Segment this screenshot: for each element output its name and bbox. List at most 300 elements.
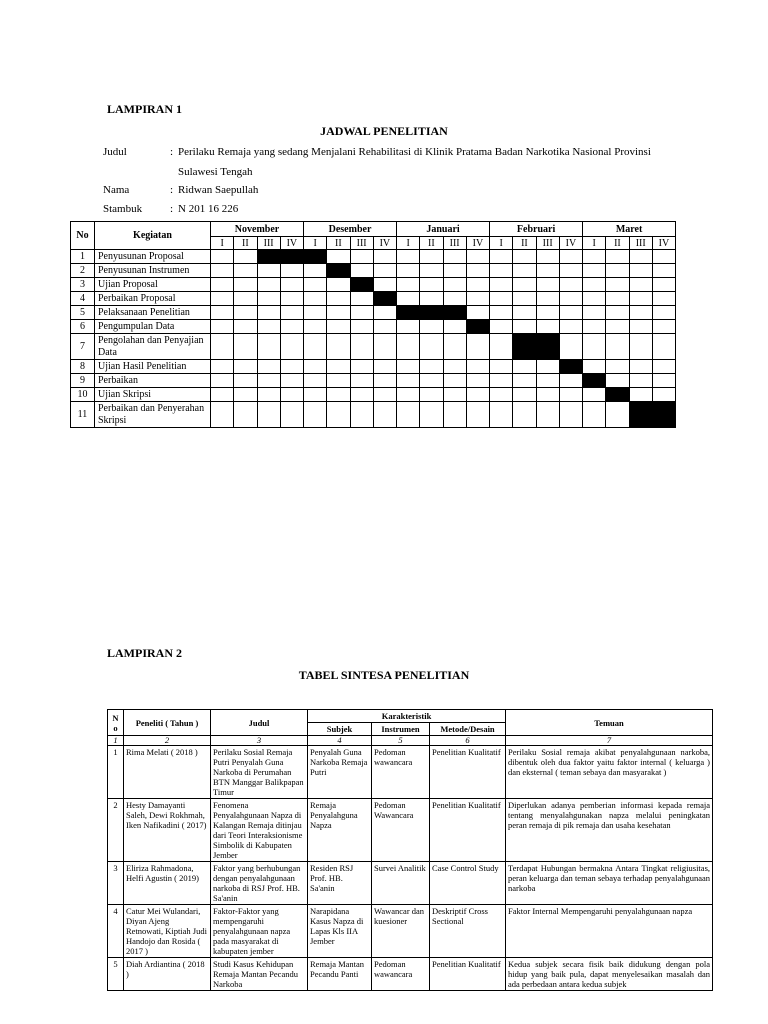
col-peneliti-header: Peneliti ( Tahun ) [124, 710, 211, 736]
table-row [71, 360, 676, 374]
activity-name: Pengumpulan Data [95, 320, 211, 334]
week-header: IV [280, 237, 303, 250]
finding-cell: Diperlukan adanya pemberian informasi kepada remaja tentang menyalahgunakan napza melalui peningkatan peran remaja di pik remaja dan usaha kesehatan [506, 799, 713, 862]
schedule-cell-filled [652, 402, 675, 428]
week-header: III [629, 237, 652, 250]
method-cell: Penelitian Kualitatif [430, 958, 506, 991]
researcher-cell: Rima Melati ( 2018 ) [124, 746, 211, 799]
schedule-cell [652, 292, 675, 306]
synthesis-table [107, 709, 713, 991]
schedule-cell [443, 334, 466, 360]
week-header: IV [373, 237, 396, 250]
schedule-body [71, 250, 676, 428]
schedule-cell [490, 334, 513, 360]
info-label: Nama [103, 184, 130, 196]
row-number: 2 [71, 264, 95, 278]
research-info [103, 142, 703, 222]
schedule-cell [443, 402, 466, 428]
week-header: I [583, 237, 606, 250]
row-number: 4 [71, 292, 95, 306]
table-row [71, 250, 676, 264]
schedule-cell [257, 306, 280, 320]
schedule-cell [280, 402, 303, 428]
schedule-cell [536, 264, 559, 278]
schedule-cell [606, 334, 629, 360]
schedule-cell [490, 320, 513, 334]
schedule-cell [443, 360, 466, 374]
schedule-cell-filled [443, 306, 466, 320]
schedule-cell [234, 292, 257, 306]
schedule-cell [304, 402, 327, 428]
schedule-cell [350, 334, 373, 360]
schedule-cell [350, 250, 373, 264]
info-nama [103, 180, 703, 200]
schedule-cell [304, 278, 327, 292]
column-number: 7 [506, 736, 713, 746]
schedule-cell [234, 250, 257, 264]
subject-cell: Narapidana Kasus Napza di Lapas Kls IIA Jember [308, 905, 372, 958]
researcher-cell: Hesty Damayanti Saleh, Dewi Rokhmah, Iken Nafikadini ( 2017) [124, 799, 211, 862]
researcher-cell: Diah Ardiantina ( 2018 ) [124, 958, 211, 991]
schedule-cell [397, 292, 420, 306]
schedule-cell [350, 306, 373, 320]
schedule-cell [466, 264, 489, 278]
table-row [71, 374, 676, 388]
schedule-cell [327, 306, 350, 320]
schedule-cell [211, 320, 234, 334]
synthesis-body [108, 736, 713, 991]
column-number: 2 [124, 736, 211, 746]
row-number: 7 [71, 334, 95, 360]
info-label: Judul [103, 146, 127, 158]
schedule-cell [327, 292, 350, 306]
schedule-cell [559, 264, 582, 278]
col-karakteristik-header: Karakteristik [308, 710, 506, 723]
schedule-cell [490, 278, 513, 292]
schedule-cell [466, 292, 489, 306]
schedule-cell [257, 278, 280, 292]
schedule-cell [513, 306, 536, 320]
schedule-cell [490, 292, 513, 306]
info-stambuk [103, 199, 703, 219]
table-row [71, 334, 676, 360]
info-value: N 201 16 226 [178, 203, 239, 215]
schedule-cell-filled [304, 250, 327, 264]
schedule-cell [466, 402, 489, 428]
schedule-cell [211, 374, 234, 388]
schedule-cell [397, 334, 420, 360]
lampiran1-title: JADWAL PENELITIAN [320, 124, 448, 138]
table-row [108, 799, 713, 862]
schedule-cell [536, 374, 559, 388]
week-header: II [606, 237, 629, 250]
activity-name: Ujian Proposal [95, 278, 211, 292]
schedule-cell [536, 388, 559, 402]
schedule-cell [211, 388, 234, 402]
schedule-cell [513, 360, 536, 374]
schedule-cell [652, 320, 675, 334]
schedule-cell [559, 250, 582, 264]
schedule-cell [583, 264, 606, 278]
schedule-cell-filled [327, 264, 350, 278]
schedule-cell [513, 264, 536, 278]
schedule-cell [211, 278, 234, 292]
table-row [71, 388, 676, 402]
schedule-cell [559, 388, 582, 402]
schedule-cell [652, 334, 675, 360]
schedule-cell [257, 360, 280, 374]
week-header: IV [559, 237, 582, 250]
title-cell: Faktor-Faktor yang mempengaruhi penyalahgunaan napza pada masyarakat di kabupaten jember [211, 905, 308, 958]
schedule-cell [583, 250, 606, 264]
schedule-cell-filled [280, 250, 303, 264]
schedule-cell [583, 278, 606, 292]
schedule-cell [652, 306, 675, 320]
info-judul [103, 142, 703, 182]
schedule-cell [397, 278, 420, 292]
method-cell: Case Control Study [430, 862, 506, 905]
schedule-cell [327, 250, 350, 264]
schedule-cell [420, 374, 443, 388]
schedule-cell-filled [257, 250, 280, 264]
activity-name: Perbaikan [95, 374, 211, 388]
schedule-cell [490, 264, 513, 278]
schedule-cell [327, 388, 350, 402]
schedule-cell-filled [350, 278, 373, 292]
col-instrumen-header: Instrumen [372, 723, 430, 736]
lampiran2-title: TABEL SINTESA PENELITIAN [298, 668, 470, 682]
schedule-cell [304, 334, 327, 360]
week-header: III [257, 237, 280, 250]
month-header: Januari [397, 222, 490, 237]
schedule-cell [327, 278, 350, 292]
col-judul-header: Judul [211, 710, 308, 736]
schedule-cell [280, 374, 303, 388]
title-cell: Studi Kasus Kehidupan Remaja Mantan Pecandu Narkoba [211, 958, 308, 991]
schedule-cell [606, 360, 629, 374]
column-number-row [108, 736, 713, 746]
schedule-cell [420, 278, 443, 292]
schedule-cell [606, 306, 629, 320]
schedule-cell [397, 388, 420, 402]
table-row [71, 402, 676, 428]
schedule-cell [304, 374, 327, 388]
table-row [71, 292, 676, 306]
schedule-cell [490, 306, 513, 320]
schedule-cell [559, 374, 582, 388]
col-metode-header: Metode/Desain [430, 723, 506, 736]
schedule-cell [559, 306, 582, 320]
schedule-cell [234, 360, 257, 374]
schedule-cell [280, 278, 303, 292]
table-row [108, 905, 713, 958]
week-header: II [234, 237, 257, 250]
activity-name: Ujian Hasil Penelitian [95, 360, 211, 374]
schedule-cell [536, 250, 559, 264]
schedule-cell [652, 250, 675, 264]
schedule-cell [583, 402, 606, 428]
schedule-cell [536, 292, 559, 306]
month-header: November [211, 222, 304, 237]
instrument-cell: Pedoman wawancara [372, 958, 430, 991]
row-number: 6 [71, 320, 95, 334]
schedule-cell [513, 250, 536, 264]
activity-name: Perbaikan Proposal [95, 292, 211, 306]
schedule-cell [420, 292, 443, 306]
schedule-cell [629, 306, 652, 320]
col-no-header: N o [108, 710, 124, 736]
schedule-cell [327, 374, 350, 388]
column-number: 4 [308, 736, 372, 746]
schedule-cell [443, 250, 466, 264]
schedule-cell [466, 250, 489, 264]
schedule-cell [350, 264, 373, 278]
schedule-cell [257, 402, 280, 428]
schedule-cell [536, 320, 559, 334]
schedule-cell [350, 402, 373, 428]
schedule-cell [420, 334, 443, 360]
row-number: 1 [71, 250, 95, 264]
finding-cell: Terdapat Hubungan bermakna Antara Tingkat religiusitas, peran keluarga dan teman sebaya terhadap penyalahgunaan narkoba [506, 862, 713, 905]
column-number: 5 [372, 736, 430, 746]
schedule-cell [350, 320, 373, 334]
schedule-cell [536, 306, 559, 320]
schedule-cell [327, 320, 350, 334]
schedule-cell [443, 292, 466, 306]
schedule-cell-filled [583, 374, 606, 388]
schedule-cell [443, 278, 466, 292]
schedule-cell [559, 334, 582, 360]
schedule-cell [466, 306, 489, 320]
info-value: Ridwan Saepullah [178, 184, 259, 196]
schedule-cell [280, 264, 303, 278]
schedule-cell [420, 360, 443, 374]
info-sep: : [170, 203, 174, 215]
week-header: I [397, 237, 420, 250]
activity-name: Penyusunan Proposal [95, 250, 211, 264]
schedule-cell [280, 334, 303, 360]
schedule-cell [443, 388, 466, 402]
info-value: Perilaku Remaja yang sedang Menjalani Rehabilitasi di Klinik Pratama Badan Narkotika Nasional Provinsi Sulawesi Tengah [178, 146, 651, 178]
schedule-cell [211, 360, 234, 374]
subject-cell: Remaja Penyalahguna Napza [308, 799, 372, 862]
schedule-cell [583, 360, 606, 374]
table-row [71, 320, 676, 334]
row-number: 5 [108, 958, 124, 991]
schedule-cell [466, 360, 489, 374]
schedule-cell-filled [466, 320, 489, 334]
week-header: III [350, 237, 373, 250]
activity-name: Pelaksanaan Penelitian [95, 306, 211, 320]
schedule-cell [234, 264, 257, 278]
lampiran1-heading: LAMPIRAN 1 [107, 102, 182, 116]
week-header: II [420, 237, 443, 250]
schedule-cell [211, 402, 234, 428]
row-number: 2 [108, 799, 124, 862]
title-cell: Fenomena Penyalahgunaan Napza di Kalangan Remaja ditinjau dari Teori Interaksionisme Simbolik di Kabupaten Jember [211, 799, 308, 862]
schedule-cell [490, 250, 513, 264]
week-header: I [490, 237, 513, 250]
schedule-cell [583, 388, 606, 402]
schedule-cell [304, 360, 327, 374]
schedule-cell [350, 360, 373, 374]
schedule-cell [559, 292, 582, 306]
schedule-cell [652, 374, 675, 388]
month-header: Maret [583, 222, 676, 237]
schedule-cell [234, 278, 257, 292]
schedule-cell [304, 388, 327, 402]
schedule-cell [466, 334, 489, 360]
schedule-cell [606, 402, 629, 428]
table-row [71, 278, 676, 292]
schedule-cell [397, 264, 420, 278]
title-cell: Faktor yang berhubungan dengan penyalahgunaan narkoba di RSJ Prof. HB. Sa'anin [211, 862, 308, 905]
schedule-cell [583, 320, 606, 334]
schedule-cell [211, 306, 234, 320]
schedule-cell [257, 334, 280, 360]
row-number: 11 [71, 402, 95, 428]
schedule-cell [211, 334, 234, 360]
instrument-cell: Survei Analitik [372, 862, 430, 905]
schedule-cell [606, 264, 629, 278]
schedule-cell [536, 278, 559, 292]
schedule-cell [420, 320, 443, 334]
schedule-cell [234, 306, 257, 320]
schedule-cell [397, 320, 420, 334]
schedule-cell [513, 402, 536, 428]
schedule-cell [257, 320, 280, 334]
column-number: 1 [108, 736, 124, 746]
lampiran2-heading: LAMPIRAN 2 [107, 646, 182, 660]
schedule-cell [513, 292, 536, 306]
table-row [108, 958, 713, 991]
schedule-cell [466, 278, 489, 292]
schedule-cell [652, 388, 675, 402]
row-number: 3 [71, 278, 95, 292]
week-header: III [443, 237, 466, 250]
schedule-cell [420, 264, 443, 278]
schedule-cell [257, 388, 280, 402]
schedule-cell-filled [559, 360, 582, 374]
finding-cell: Faktor Internal Mempengaruhi penyalahgunaan napza [506, 905, 713, 958]
instrument-cell: Pedoman wawancara [372, 746, 430, 799]
schedule-cell [304, 306, 327, 320]
schedule-cell [211, 292, 234, 306]
column-number: 3 [211, 736, 308, 746]
schedule-cell [327, 334, 350, 360]
schedule-cell [397, 360, 420, 374]
title-cell: Perilaku Sosial Remaja Putri Penyalah Guna Narkoba di Perumahan BTN Manggar Balikpapan Timur [211, 746, 308, 799]
schedule-cell [373, 264, 396, 278]
schedule-cell [234, 402, 257, 428]
schedule-cell [583, 292, 606, 306]
schedule-cell [257, 374, 280, 388]
schedule-cell [490, 374, 513, 388]
week-header: III [536, 237, 559, 250]
schedule-cell [280, 360, 303, 374]
schedule-cell [234, 320, 257, 334]
schedule-cell-filled [606, 388, 629, 402]
schedule-cell [280, 320, 303, 334]
week-header: IV [466, 237, 489, 250]
schedule-cell [350, 388, 373, 402]
schedule-cell [559, 320, 582, 334]
schedule-cell [513, 320, 536, 334]
schedule-cell [420, 402, 443, 428]
schedule-cell [443, 320, 466, 334]
schedule-cell [211, 264, 234, 278]
schedule-cell [280, 292, 303, 306]
schedule-cell-filled [420, 306, 443, 320]
schedule-cell [397, 250, 420, 264]
instrument-cell: Pedoman Wawancara [372, 799, 430, 862]
schedule-cell-filled [536, 334, 559, 360]
col-subjek-header: Subjek [308, 723, 372, 736]
col-kegiatan-header: Kegiatan [95, 222, 211, 250]
schedule-cell [373, 306, 396, 320]
week-header: I [211, 237, 234, 250]
schedule-cell [280, 388, 303, 402]
schedule-cell [257, 292, 280, 306]
schedule-cell-filled [373, 292, 396, 306]
schedule-cell [583, 334, 606, 360]
schedule-cell [490, 402, 513, 428]
row-number: 8 [71, 360, 95, 374]
finding-cell: Perilaku Sosial remaja akibat penyalahgunaan narkoba, dibentuk oleh dua faktor yaitu faktor internal ( keluarga ) dan eksternal ( teman sebaya dan masyarakat ) [506, 746, 713, 799]
schedule-cell [350, 292, 373, 306]
schedule-cell [606, 292, 629, 306]
schedule-cell [234, 388, 257, 402]
schedule-cell [559, 402, 582, 428]
schedule-cell [513, 278, 536, 292]
schedule-cell [490, 388, 513, 402]
schedule-cell [629, 320, 652, 334]
info-sep: : [170, 184, 174, 196]
schedule-cell [257, 264, 280, 278]
method-cell: Deskriptif Cross Sectional [430, 905, 506, 958]
activity-name: Penyusunan Instrumen [95, 264, 211, 278]
schedule-cell [536, 402, 559, 428]
schedule-cell [466, 388, 489, 402]
schedule-cell-filled [629, 402, 652, 428]
schedule-cell [373, 374, 396, 388]
row-number: 9 [71, 374, 95, 388]
schedule-cell [304, 320, 327, 334]
row-number: 3 [108, 862, 124, 905]
schedule-cell [234, 334, 257, 360]
schedule-cell [304, 264, 327, 278]
column-number: 6 [430, 736, 506, 746]
week-header: II [327, 237, 350, 250]
schedule-cell [583, 306, 606, 320]
week-header: I [304, 237, 327, 250]
activity-name: Perbaikan dan Penyerahan Skripsi [95, 402, 211, 428]
schedule-cell [327, 360, 350, 374]
subject-cell: Residen RSJ Prof. HB. Sa'anin [308, 862, 372, 905]
schedule-cell [397, 374, 420, 388]
month-header: Desember [304, 222, 397, 237]
schedule-cell [629, 264, 652, 278]
schedule-cell [513, 388, 536, 402]
table-row [108, 862, 713, 905]
schedule-cell [234, 374, 257, 388]
schedule-cell [373, 360, 396, 374]
subject-cell: Penyalah Guna Narkoba Remaja Putri [308, 746, 372, 799]
schedule-cell [652, 264, 675, 278]
schedule-cell [629, 388, 652, 402]
finding-cell: Kedua subjek secara fisik baik didukung dengan pola hidup yang baik pula, dapat menyelesaikan masalah dan ada perbedaan antara kedua subjek [506, 958, 713, 991]
col-no-header: No [71, 222, 95, 250]
